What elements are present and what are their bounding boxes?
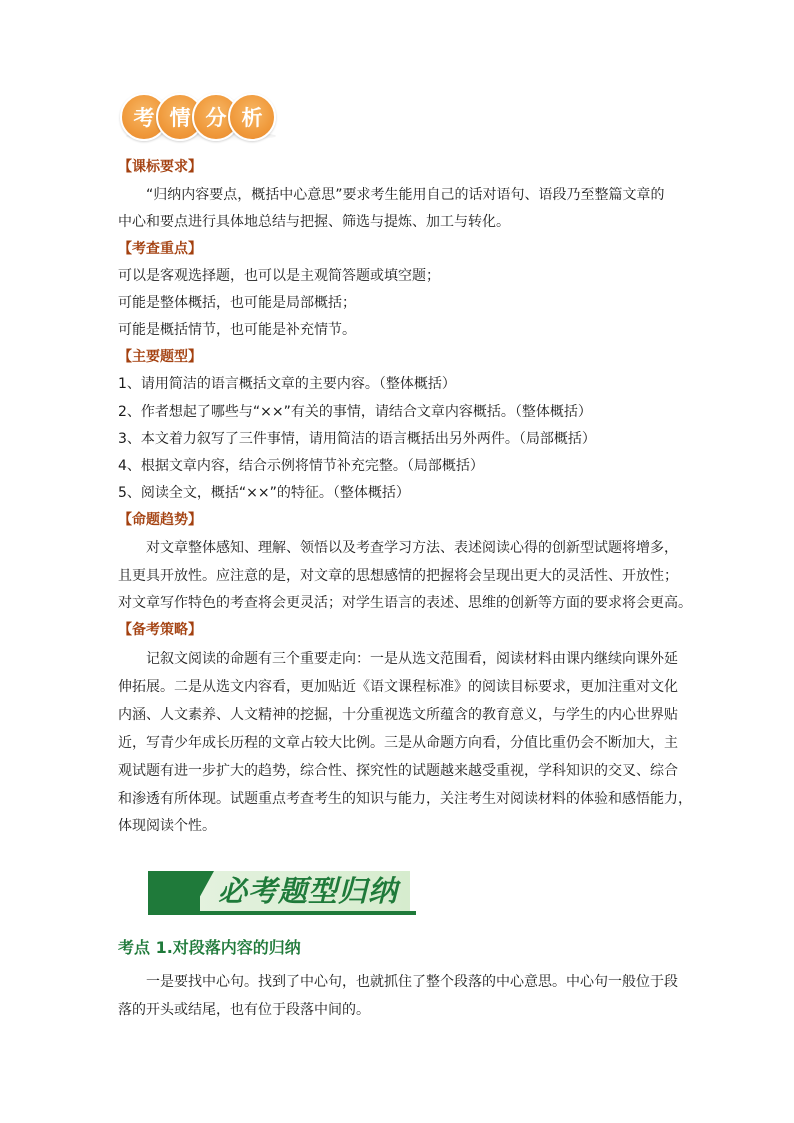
paragraph-line: 落的开头或结尾，也有位于段落中间的。 [118, 1002, 370, 1018]
exam-analysis-badge [120, 93, 280, 141]
paragraph-line: 对文章整体感知、理解、领悟以及考查学习方法、表述阅读心得的创新型试题将增多， [146, 540, 678, 556]
paragraph-line: 和渗透有所体现。试题重点考查考生的知识与能力，关注考生对阅读材料的体验和感悟能力， [118, 791, 692, 807]
paragraph-line: 对文章写作特色的考查将会更灵活；对学生语言的表述、思维的创新等方面的要求将会更高。 [118, 595, 692, 611]
section-tag-curriculum: 【课标要求】 [118, 159, 202, 175]
paragraph-line: 内涵、人文素养、人文精神的挖掘，十分重视选文所蕴含的教育意义，与学生的内心世界贴 [118, 707, 678, 723]
paragraph-line: 体现阅读个性。 [118, 818, 216, 834]
paragraph-line: 中心和要点进行具体地总结与把握、筛选与提炼、加工与转化。 [118, 214, 510, 230]
badge-char: 考 [120, 93, 168, 141]
banner-underline [148, 911, 416, 915]
paragraph-line: 可能是整体概括，也可能是局部概括； [118, 295, 356, 311]
required-question-types-banner [148, 871, 420, 917]
paragraph-line: 伸拓展。二是从选文内容看，更加贴近《语文课程标准》的阅读目标要求，更加注重对文化 [118, 679, 678, 695]
paragraph-line: 可能是概括情节，也可能是补充情节。 [118, 322, 356, 338]
section-tag-question-types: 【主要题型】 [118, 349, 202, 365]
badge-char: 分 [192, 93, 240, 141]
paragraph-line: 一是要找中心句。找到了中心句，也就抓住了整个段落的中心意思。中心句一般位于段 [146, 974, 678, 990]
paragraph-line: 记叙文阅读的命题有三个重要走向：一是从选文范围看，阅读材料由课内继续向课外延 [146, 651, 678, 667]
paragraph-line: 且更具开放性。应注意的是，对文章的思想感情的把握将会呈现出更大的灵活性、开放性； [118, 568, 678, 584]
paragraph-line: 观试题有进一步扩大的趋势，综合性、探究性的试题越来越受重视，学科知识的交叉、综合 [118, 763, 678, 779]
banner-title: 必考题型归纳 [218, 874, 399, 908]
list-item: 1、请用简洁的语言概括文章的主要内容。（整体概括） [118, 376, 456, 392]
paragraph-line: 可以是客观选择题，也可以是主观简答题或填空题； [118, 268, 440, 284]
badge-char: 析 [228, 93, 276, 141]
section-tag-trend: 【命题趋势】 [118, 512, 202, 528]
list-item: 3、本文着力叙写了三件事情，请用简洁的语言概括出另外两件。（局部概括） [118, 431, 596, 447]
paragraph-line: 近，写青少年成长历程的文章占较大比例。三是从命题方向看，分值比重仍会不断加大，主 [118, 735, 678, 751]
paragraph-line: “归纳内容要点，概括中心意思”要求考生能用自己的话对语句、语段乃至整篇文章的 [146, 187, 665, 203]
section-tag-focus: 【考查重点】 [118, 241, 202, 257]
badge-char: 情 [156, 93, 204, 141]
point-heading: 考点 1.对段落内容的归纳 [118, 938, 301, 957]
section-tag-strategy: 【备考策略】 [118, 622, 202, 638]
list-item: 2、作者想起了哪些与“××”有关的事情，请结合文章内容概括。（整体概括） [118, 404, 592, 420]
list-item: 4、根据文章内容，结合示例将情节补充完整。（局部概括） [118, 458, 484, 474]
banner-slant [192, 871, 214, 911]
list-item: 5、阅读全文，概括“××”的特征。（整体概括） [118, 485, 410, 501]
